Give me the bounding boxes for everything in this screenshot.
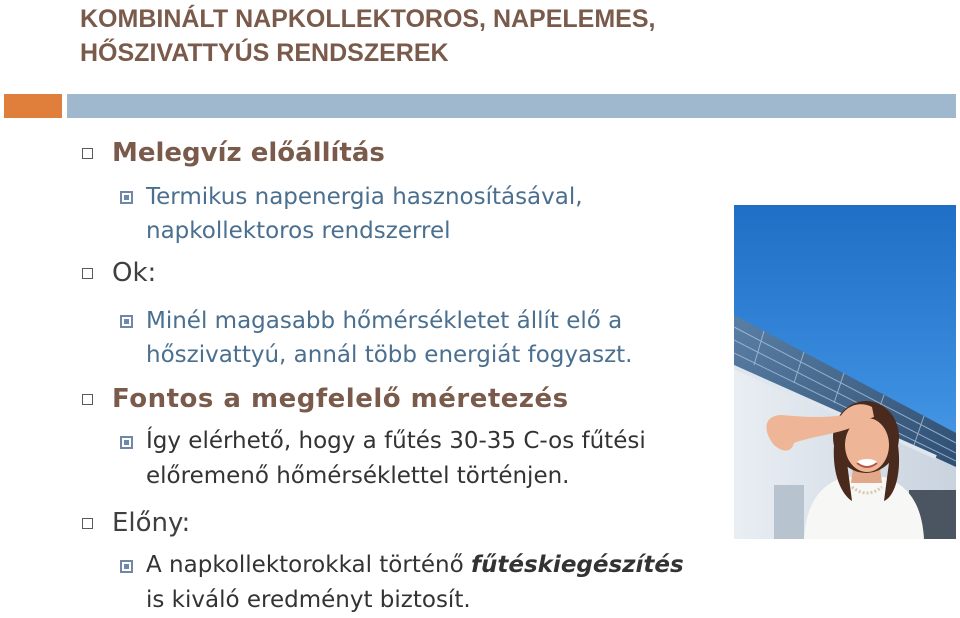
sub-bullet-hoszivattyu (120, 304, 633, 372)
bullet-melegviz (82, 136, 385, 170)
sub-bullet-futeskiegeszites (120, 548, 684, 618)
title-rule-orange (4, 94, 62, 118)
sub-bullet-text (146, 304, 633, 372)
bullet-square-icon (82, 518, 93, 529)
bullet-elony (82, 506, 190, 540)
bullet-square-icon (82, 268, 93, 279)
sub-bullet-text (146, 424, 646, 494)
sub-bullet-square-icon (120, 436, 133, 449)
bullet-text: Fontos a megfelelő méretezés (112, 384, 569, 414)
sub-bullet-line-1: Minél magasabb hőmérsékletet állít elő a (146, 308, 623, 334)
slide-title-line-2: HŐSZIVATTYÚS RENDSZEREK (80, 39, 449, 67)
sub-bullet-square-icon (120, 560, 133, 573)
sub-bullet-text (146, 548, 684, 618)
bullet-square-icon (82, 148, 93, 159)
bullet-meretezes (82, 382, 569, 416)
sub-bullet-square-icon (120, 315, 133, 328)
slide-title-line-1: KOMBINÁLT NAPKOLLEKTOROS, NAPELEMES, (80, 5, 656, 33)
sub-bullet-termikus (120, 180, 583, 248)
bullet-square-icon (82, 394, 93, 405)
sub-bullet-square-icon (120, 191, 133, 204)
bullet-text: Előny: (112, 508, 191, 538)
sub-bullet-line-1: Termikus napenergia hasznosításával, (146, 184, 583, 210)
sub-bullet-futes (120, 424, 646, 494)
solar-panel-woman-photo (734, 205, 956, 539)
sub-bullet-line-1 (146, 548, 684, 583)
sub-bullet-line-1-plain: A napkollektorokkal történő (146, 552, 471, 578)
sub-bullet-line-1-bold: fűtéskiegészítés (470, 552, 684, 578)
sub-bullet-line-2: napkollektoros rendszerrel (146, 218, 451, 244)
sub-bullet-line-2: hőszivattyú, annál több energiát fogyaszt. (146, 342, 633, 368)
slide-title (80, 2, 655, 70)
sub-bullet-line-2: előremenő hőmérséklettel történjen. (146, 463, 570, 489)
sub-bullet-line-1: Így elérhető, hogy a fűtés 30-35 C-os fűtési (146, 428, 646, 454)
sub-bullet-line-2: is kiváló eredményt biztosít. (146, 587, 471, 613)
sub-bullet-text (146, 180, 583, 248)
bullet-ok (82, 256, 156, 290)
title-rule-blue (67, 94, 956, 118)
bullet-text: Ok: (112, 258, 157, 288)
bullet-text: Melegvíz előállítás (112, 138, 385, 168)
